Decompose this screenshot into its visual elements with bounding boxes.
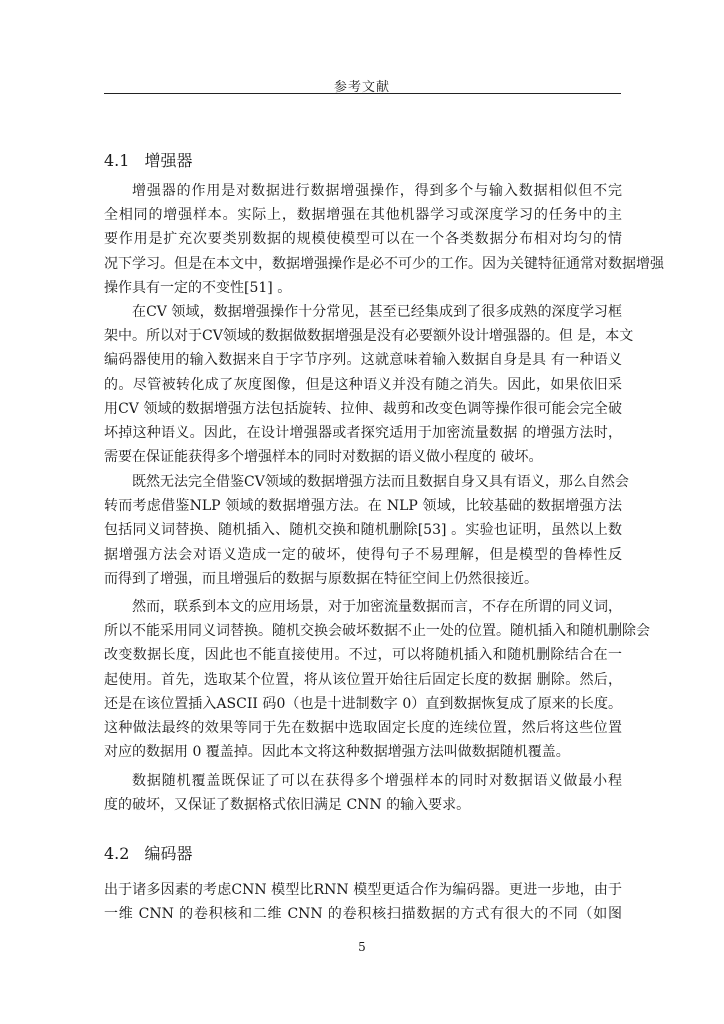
text-line: 度的破坏，又保证了数据格式依旧满足 CNN 的输入要求。 xyxy=(104,797,471,814)
text-line: 增强器的作用是对数据进行数据增强操作，得到多个与输入数据相似但不完 xyxy=(132,183,622,199)
text-line: 的。尽管被转化成了灰度图像，但是这种语义并没有随之消失。因此，如果依旧采 xyxy=(104,376,622,393)
text-line: 据增强方法会对语义造成一定的破坏，使得句子不易理解，但是模型的鲁棒性反 xyxy=(104,546,622,563)
text-line: 需要在保证能获得多个增强样本的同时对数据的语义做小程度的 破坏。 xyxy=(104,449,543,466)
text-line: 在CV 领域，数据增强操作十分常见，甚至已经集成到了很多成熟的深度学习框 xyxy=(132,304,622,320)
text-line: 坏掉这种语义。因此，在设计增强器或者探究适用于加密流量数据 的增强方法时， xyxy=(104,424,622,441)
text-line: 编码器使用的输入数据来自于字节序列。这就意味着输入数据自身是具 有一种语义 xyxy=(104,352,622,369)
paragraph-3 xyxy=(104,470,629,591)
section-title: 编码器 xyxy=(144,844,193,863)
text-line: 既然无法完全借鉴CV领域的数据增强方法而且数据自身又具有语义，那么自然会 xyxy=(132,474,629,490)
section-heading-4-1 xyxy=(104,148,193,171)
section-title: 增强器 xyxy=(144,151,193,170)
text-line: 而得到了增强，而且增强后的数据与原数据在特征空间上仍然很接近。 xyxy=(104,570,538,587)
text-line: 改变数据长度，因此也不能直接使用。不过，可以将随机插入和随机删除结合在一 xyxy=(104,647,622,664)
text-line: 这种做法最终的效果等同于先在数据中选取固定长度的连续位置，然后将这些位置 xyxy=(104,719,622,736)
paragraph-5 xyxy=(104,769,622,817)
header-rule xyxy=(104,93,621,94)
page-number: 5 xyxy=(358,940,366,954)
text-line: 出于诸多因素的考虑CNN 模型比RNN 模型更适合作为编码器。更进一步地，由于 xyxy=(104,882,622,898)
text-line: 所以不能采用同义词替换。随机交换会破坏数据不止一处的位置。随机插入和随机删除会 xyxy=(104,623,650,640)
text-line: 对应的数据用 0 覆盖掉。因此本文将这种数据增强方法叫做数据随机覆盖。 xyxy=(104,744,570,761)
paragraph-1 xyxy=(104,179,664,300)
section-heading-4-2 xyxy=(104,841,193,864)
text-line: 架中。所以对于CV领域的数据做数据增强是没有必要额外设计增强器的。但 是，本文 xyxy=(104,328,634,345)
section-number: 4.1 xyxy=(104,151,130,170)
paragraph-2 xyxy=(104,300,634,469)
section-number: 4.2 xyxy=(104,844,130,863)
text-line: 全相同的增强样本。实际上，数据增强在其他机器学习或深度学习的任务中的主 xyxy=(104,207,622,224)
text-line: 用CV 领域的数据增强方法包括旋转、拉伸、裁剪和改变色调等操作很可能会完全破 xyxy=(104,400,622,417)
text-line: 况下学习。但是在本文中，数据增强操作是必不可少的工作。因为关键特征通常对数据增强 xyxy=(104,255,664,272)
text-line: 一维 CNN 的卷积核和二维 CNN 的卷积核扫描数据的方式有很大的不同（如图 xyxy=(104,906,622,923)
paragraph-4 xyxy=(104,595,650,764)
text-line: 要作用是扩充次要类别数据的规模使模型可以在一个各类数据分布相对均匀的情 xyxy=(104,231,622,248)
text-line: 包括同义词替换、随机插入、随机交换和随机删除[53] 。实验也证明，虽然以上数 xyxy=(104,522,622,539)
text-line: 数据随机覆盖既保证了可以在获得多个增强样本的同时对数据语义做最小程 xyxy=(132,773,622,789)
text-line: 操作具有一定的不变性[51] 。 xyxy=(104,279,292,296)
text-line: 然而，联系到本文的应用场景，对于加密流量数据而言，不存在所谓的同义词， xyxy=(132,599,622,615)
paragraph-6 xyxy=(104,878,622,926)
text-line: 还是在该位置插入ASCII 码0（也是十进制数字 0）直到数据恢复成了原来的长度。 xyxy=(104,695,622,712)
running-header: 参考文献 xyxy=(333,80,390,95)
text-line: 转而考虑借鉴NLP 领域的数据增强方法。在 NLP 领域，比较基础的数据增强方法 xyxy=(104,498,622,515)
text-line: 起使用。首先，选取某个位置，将从该位置开始往后固定长度的数据 删除。然后， xyxy=(104,671,622,688)
